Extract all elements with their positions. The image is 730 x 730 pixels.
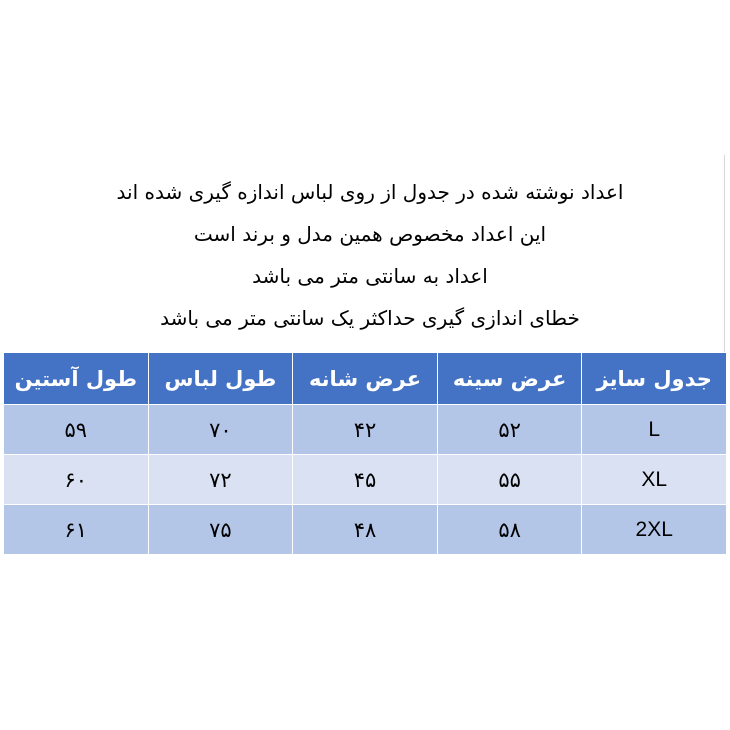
size-cell: L [582,405,727,455]
chest-cell: ۵۵ [437,455,582,505]
shoulder-cell: ۴۸ [293,505,438,555]
length-cell: ۷۵ [148,505,293,555]
sleeve-cell: ۵۹ [4,405,149,455]
size-table [3,352,727,555]
length-cell: ۷۲ [148,455,293,505]
note-line-3: اعداد به سانتی متر می باشد [252,264,488,288]
shoulder-cell: ۴۵ [293,455,438,505]
shoulder-cell: ۴۲ [293,405,438,455]
length-cell: ۷۰ [148,405,293,455]
measurement-notes [30,171,710,339]
table-row [4,455,727,505]
table-header-row [4,353,727,405]
chest-cell: ۵۸ [437,505,582,555]
note-line-2: این اعداد مخصوص همین مدل و برند است [193,222,547,246]
note-line-1: اعداد نوشته شده در جدول از روی لباس اندازه گیری شده اند [116,180,624,204]
sleeve-cell: ۶۱ [4,505,149,555]
table-row [4,405,727,455]
size-cell: XL [582,455,727,505]
header-shoulder-width: عرض شانه [293,353,438,405]
note-line-4: خطای اندازی گیری حداکثر یک سانتی متر می باشد [160,306,580,330]
header-chest-width: عرض سینه [437,353,582,405]
sleeve-cell: ۶۰ [4,455,149,505]
chest-cell: ۵۲ [437,405,582,455]
table-row [4,505,727,555]
size-cell: 2XL [582,505,727,555]
header-size-chart: جدول سایز [582,353,727,405]
header-sleeve-length: طول آستین [4,353,149,405]
header-garment-length: طول لباس [148,353,293,405]
